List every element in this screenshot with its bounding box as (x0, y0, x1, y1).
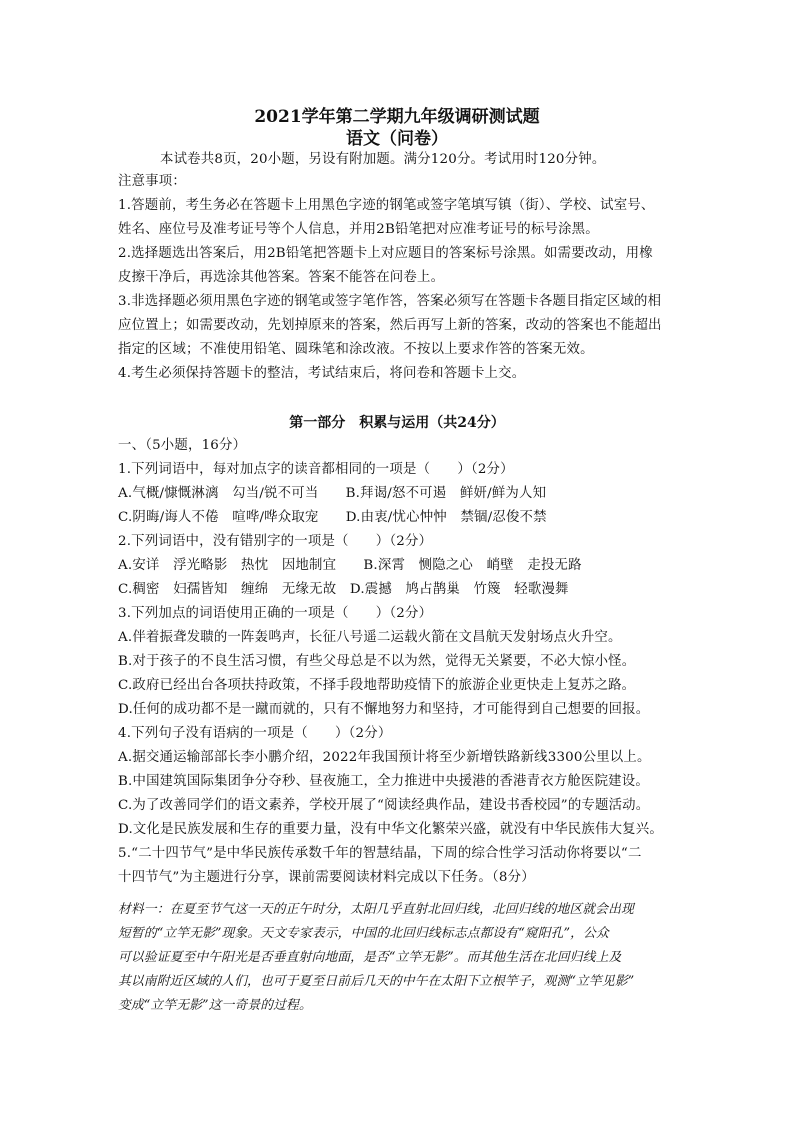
material-line: 变成“立竿无影”这一奇景的过程。 (118, 998, 312, 1013)
notice-line: 4.考生必须保持答题卡的整洁，考试结束后，将问卷和答题卡上交。 (118, 366, 526, 381)
question-line: A.据交通运输部部长李小鹏介绍，2022年我国预计将至少新增铁路新线3300公里以上。 (118, 750, 651, 765)
notice-line: 1.答题前，考生务必在答题卡上用黑色字迹的钢笔或签字笔填写镇（街）、学校、试室号、 (118, 198, 655, 213)
part1-heading: 第一部分 积累与运用（共24分） (289, 415, 505, 431)
question-line: A.气概/慷慨淋漓 勾当/锐不可当 B.拜谒/怒不可遏 鲜妍/鲜为人知 (118, 486, 547, 501)
exam-subtitle: 语文（问卷） (346, 129, 448, 149)
notice-line: 皮擦干净后，再选涂其他答案。答案不能答在问卷上。 (118, 270, 445, 285)
notice-line: 姓名、座位号及准考证号等个人信息，并用2B铅笔把对应准考证号的标号涂黑。 (118, 222, 599, 237)
question-line: 2.下列词语中，没有错别字的一项是（ ）（2分） (118, 534, 433, 549)
question-line: B.中国建筑国际集团争分夺秒、昼夜施工，全力推进中央援港的香港青衣方舱医院建设。 (118, 774, 649, 789)
question-line: 5.“二十四节气”是中华民族传承数千年的智慧结晶，下周的综合性学习活动你将要以“二 (118, 846, 642, 861)
exam-intro: 本试卷共8页，20小题，另设有附加题。满分120分。考试用时120分钟。 (160, 152, 606, 167)
question-line: 4.下列句子没有语病的一项是（ ）（2分） (118, 726, 392, 741)
exam-title: 2021学年第二学期九年级调研测试题 (254, 107, 540, 127)
question-line: 十四节气”为主题进行分享，课前需要阅读材料完成以下任务。（8分） (118, 870, 535, 885)
question-line: D.任何的成功都不是一蹴而就的，只有不懈地努力和坚持，才可能得到自己想要的回报。 (118, 702, 650, 717)
question-line: 3.下列加点的词语使用正确的一项是（ ）（2分） (118, 606, 433, 621)
question-line: D.文化是民族发展和生存的重要力量，没有中华文化繁荣兴盛，就没有中华民族伟大复兴。 (118, 822, 663, 837)
question-line: C.阴晦/诲人不倦 喧哗/哗众取宠 D.由衷/忧心忡忡 禁锢/忍俊不禁 (118, 510, 547, 525)
notice-line: 3.非选择题必须用黑色字迹的钢笔或签字笔作答，答案必须写在答题卡各题目指定区域的相 (118, 294, 662, 309)
question-group-label: 一、（5小题，16分） (118, 438, 247, 453)
material-line: 短暂的“立竿无影”现象。天文专家表示，中国的北回归线标志点都设有“窥阳孔”，公众 (118, 926, 609, 941)
question-line: A.伴着振聋发聩的一阵轰鸣声，长征八号遥二运载火箭在文昌航天发射场点火升空。 (118, 630, 622, 645)
notice-line: 2.选择题选出答案后，用2B铅笔把答题卡上对应题目的答案标号涂黑。如需要改动，用橡 (118, 246, 653, 261)
material-line: 可以验证夏至中午阳光是否垂直射向地面，是否“立竿无影”。而其他生活在北回归线上及 (118, 950, 622, 965)
question-line: C.稠密 妇孺皆知 缠绵 无缘无故 D.震撼 鸠占鹊巢 竹篾 轻歌漫舞 (118, 582, 569, 597)
question-line: C.为了改善同学们的语文素养，学校开展了“阅读经典作品，建设书香校园”的专题活动。 (118, 798, 650, 813)
notice-line: 应位置上；如需要改动，先划掉原来的答案，然后再写上新的答案，改动的答案也不能超出 (118, 318, 662, 333)
question-line: 1.下列词语中，每对加点字的读音都相同的一项是（ ）（2分） (118, 462, 514, 477)
question-line: C.政府已经出台各项扶持政策，不择手段地帮助疫情下的旅游企业更快走上复苏之路。 (118, 678, 636, 693)
question-line: A.安详 浮光略影 热忱 因地制宜 B.深霄 恻隐之心 峭壁 走投无路 (118, 558, 582, 573)
material-line: 其以南附近区域的人们，也可于夏至日前后几天的中午在太阳下立根竿子，观测“立竿见影” (118, 974, 635, 989)
notice-line: 指定的区域；不准使用铅笔、圆珠笔和涂改液。不按以上要求作答的答案无效。 (118, 342, 594, 357)
question-line: B.对于孩子的不良生活习惯，有些父母总是不以为然，觉得无关紧要，不必大惊小怪。 (118, 654, 636, 669)
material-line: 材料一：在夏至节气这一天的正午时分，太阳几乎直射北回归线，北回归线的地区就会出现 (118, 902, 634, 917)
notice-label: 注意事项： (118, 174, 186, 189)
